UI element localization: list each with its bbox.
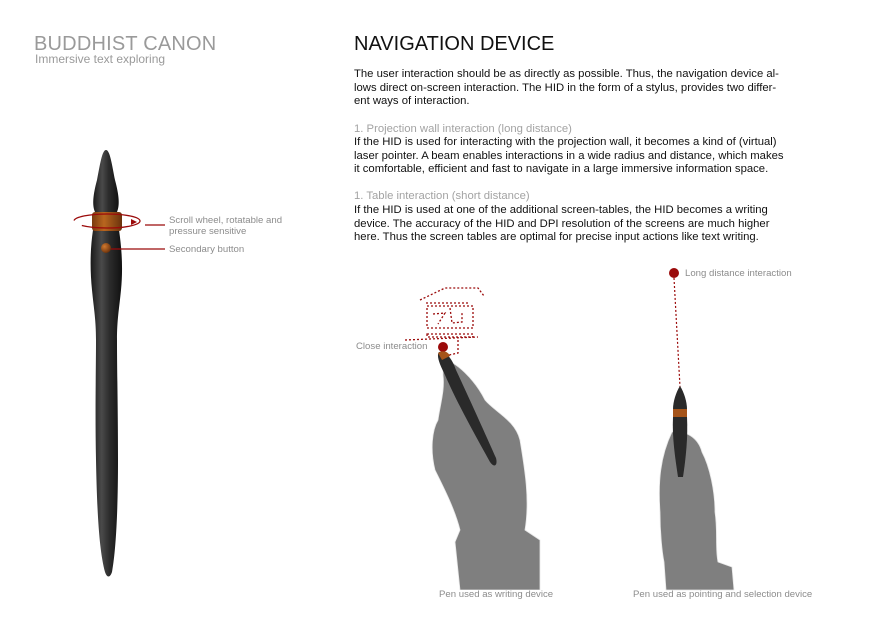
brand-subtitle: Immersive text exploring [35,52,166,66]
stylus-body [91,230,122,577]
long-interaction-point [669,268,679,278]
hand-pointing [659,432,734,590]
body-line: If the HID is used at one of the additional screen-tables, the HID becomes a writing [354,204,768,216]
pointing-caption: Pen used as pointing and selection device [633,589,813,600]
callout-line: Scroll wheel, rotatable and [169,215,283,226]
section-body-table [354,204,844,245]
body-line: here. Thus the screen tables are optimal for precise input actions like text writing. [354,231,759,243]
body-line: laser pointer. A beam enables interactions in a wide radius and distance, which makes [354,149,784,162]
long-distance-label: Long distance interaction [685,268,792,279]
body-line: If the HID is used for interacting with the projection wall, it becomes a kind of (virtual) [354,136,777,148]
intro-line: ent ways of interaction. [354,95,470,107]
brand-title: BUDDHIST CANON [34,33,217,55]
hand-writing [432,360,540,590]
intro-line: The user interaction should be as directly as possible. Thus, the navigation device al- [354,68,779,80]
stylus-tip [93,150,118,212]
writing-caption: Pen used as writing device [439,589,554,600]
section-heading-table: 1. Table interaction (short distance) [354,190,530,202]
body-line: device. The accuracy of the HID and DPI resolution of the screens are much higher [354,217,770,230]
page-title: NAVIGATION DEVICE [354,33,555,55]
pen-upright [673,386,687,409]
secondary-button-dot [101,243,111,253]
intro-paragraph [354,68,844,109]
writing-illustration [400,280,570,590]
pointing-illustration [640,262,750,592]
section-heading-projection: 1. Projection wall interaction (long distance) [354,123,572,135]
body-line: it comfortable, efficient and fast to navigate in a large immersive information space. [354,163,769,175]
section-body-projection [354,136,844,177]
callout-line: pressure sensitive [169,226,247,237]
intro-line: lows direct on-screen interaction. The HID in the form of a stylus, provides two differ- [354,81,777,94]
stylus-illustration [60,140,170,585]
callout-secondary-button: Secondary button [169,244,245,255]
close-interaction-label: Close interaction [356,341,428,352]
callout-scroll-wheel [169,215,282,237]
close-interaction-point [438,342,448,352]
